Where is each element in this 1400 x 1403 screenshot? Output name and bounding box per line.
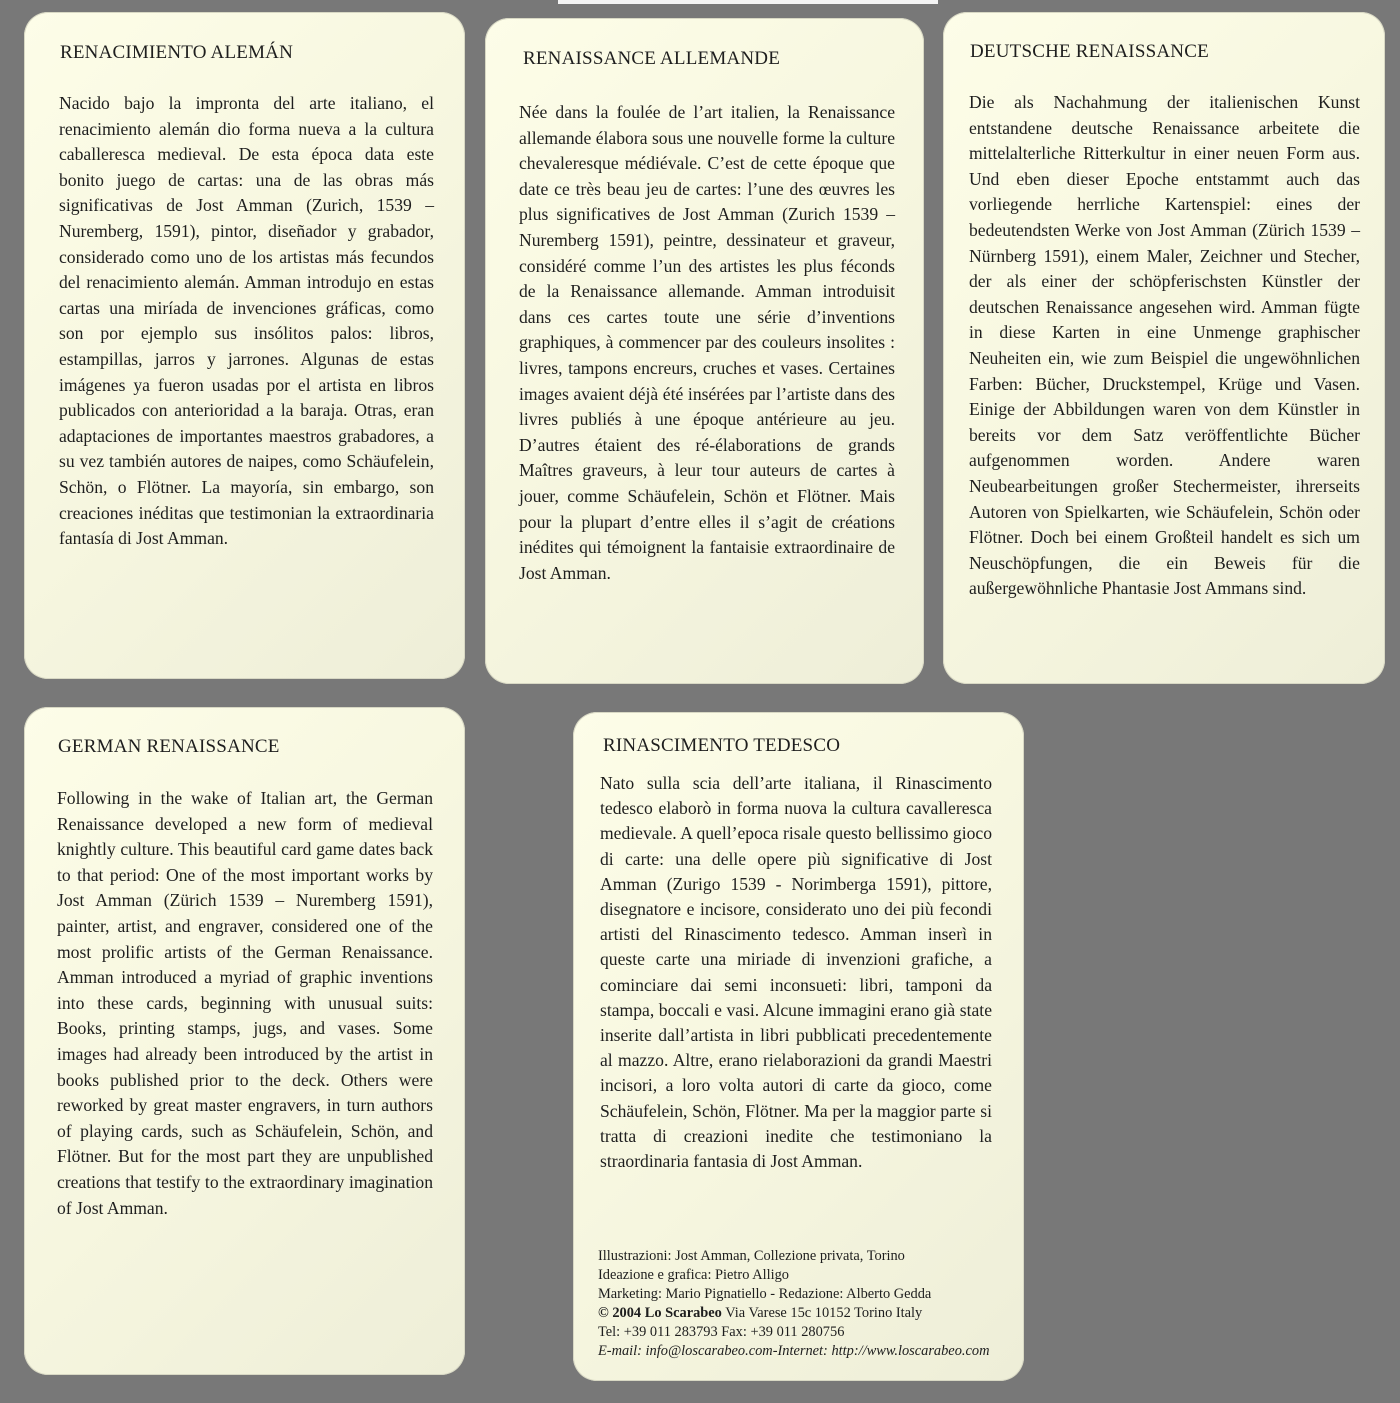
card-german: [943, 12, 1385, 684]
card-body-text: Nato sulla scia dell’arte italiana, il Rinascimento tedesco elaborò in forma nuova la cultura cavalleresca medievale. A quell’epoca risale questo bellissimo gioco di carte: una delle opere più significative di Jost Amman (Zurigo 1539 - Norimberga 1591), pittore, disegnatore e incisore, considerato uno dei più fecondi artisti del Rinascimento tedesco. Amman inserì in queste carte una miriade di invenzioni grafiche, a cominciare dai semi inconsueti: libri, tamponi da stampa, boccali e vasi. Alcune immagini erano già state inserite dall’artista in libri pubblicati precedentemente al mazzo. Altre, erano rielaborazioni da grandi Maestri incisori, a loro volta autori di carte da gioco, come Schäufelein, Schön, Flötner. Ma per la maggior parte si tratta di creazioni inedite che testimoniano la straordinaria fantasia di Jost Amman.: [600, 773, 992, 1172]
credits: [598, 1247, 989, 1361]
card-french: [485, 18, 924, 684]
card-english: [24, 707, 465, 1375]
card-title: RENACIMIENTO ALEMÁN: [60, 42, 294, 63]
card-body-text: Nacido bajo la impronta del arte italiano, el renacimiento alemán dio forma nueva a la cultura caballeresca medieval. De esta época data este bonito juego de cartas: una de las obras más significativas de Jost Amman (Zurich, 1539 – Nuremberg, 1591), pintor, diseñador y grabador, considerado como uno de los artistas más fecundos del renacimiento alemán. Amman introdujo en estas cartas una miríada de invenciones gráficas, como son por ejemplo sus insólitos palos: libros, estampillas, jarros y jarrones. Algunas de estas imágenes ya fueron usadas por el artista en libros publicados con anterioridad a la baraja. Otras, eran adaptaciones de importantes maestros grabadores, a su vez también autores de naipes, como Schäufelein, Schön, o Flötner. La mayoría, sin embargo, son creaciones inéditas que testimonian la extraordinaria fantasía di Jost Amman.: [59, 93, 434, 549]
card-title: GERMAN RENAISSANCE: [58, 736, 280, 757]
credit-copyright: © 2004 Lo Scarabeo: [598, 1305, 722, 1321]
card-body: [519, 100, 895, 586]
credit-illustrations: Illustrazioni: Jost Amman, Collezione privata, Torino: [598, 1248, 905, 1264]
card-body-text: Following in the wake of Italian art, the German Renaissance developed a new form of medieval knightly culture. This beautiful card game dates back to that period: One of the most important works by Jost Amman (Zürich 1539 – Nuremberg 1591), painter, artist, and engraver, considered one of the most prolific artists of the German Renaissance. Amman introduced a myriad of graphic inventions into these cards, beginning with unusual suits: Books, printing stamps, jugs, and vases. Some images had already been introduced by the artist in books published prior to the deck. Others were reworked by great master engravers, in turn authors of playing cards, such as Schäufelein, Schön, and Flötner. But for the most part they are unpublished creations that testify to the extraordinary imagination of Jost Amman.: [57, 788, 433, 1218]
card-body: [57, 786, 433, 1221]
card-italian: [573, 712, 1024, 1381]
card-body: [600, 771, 992, 1174]
card-body-text: Née dans la foulée de l’art italien, la Renaissance allemande élabora sous une nouvelle forme la culture chevaleresque médiévale. C’est de cette époque que date ce très beau jeu de cartes: l’une des œuvres les plus significatives de Jost Amman (Zurich 1539 – Nuremberg 1591), peintre, dessinateur et graveur, considéré comme l’un des artistes les plus féconds de la Renaissance allemande. Amman introduisit dans ces cartes toute une série d’inventions graphiques, à commencer par des couleurs insolites : livres, tampons encreurs, cruches et vases. Certaines images avaient déjà été insérées par l’artiste dans des livres publiés à une époque antérieure au jeu. D’autres étaient des ré-élaborations de grands Maîtres graveurs, à leur tour auteurs de cartes à jouer, comme Schäufelein, Schön et Flötner. Mais pour la plupart d’entre elles il s’agit de créations inédites qui témoignent la fantaisie extraordinaire de Jost Amman.: [519, 102, 895, 583]
card-body-text: Die als Nachahmung der italienischen Kunst entstandene deutsche Renaissance arbeitete die mittelalterliche Ritterkultur in einer neuen Form aus. Und eben dieser Epoche entstammt auch das vorliegende herrliche Kartenspiel: eines der bedeutendsten Werke von Jost Amman (Zürich 1539 – Nürnberg 1591), einem Maler, Zeichner und Stecher, der als einer der schöpferischsten Künstler der deutschen Renaissance angesehen wird. Amman fügte in diese Karten in eine Unmenge graphischer Neuheiten ein, wie zum Beispiel die ungewöhnlichen Farben: Bücher, Druckstempel, Krüge und Vasen. Einige der Abbildungen waren von dem Künstler in bereits vor dem Satz veröffentlichte Bücher aufgenommen worden. Andere waren Neubearbeitungen großer Stechermeister, ihrerseits Autoren von Spielkarten, wie Schäufelein, Schön oder Flötner. Doch bei einem Großteil handelt es sich um Neuschöpfungen, die ein Beweis für die außergewöhnliche Phantasie Jost Ammans sind.: [969, 92, 1360, 599]
card-spanish: [24, 12, 465, 679]
card-title: RENAISSANCE ALLEMANDE: [523, 48, 781, 69]
card-body: [969, 90, 1360, 602]
credit-concept: Ideazione e grafica: Pietro Alligo: [598, 1267, 789, 1283]
credit-phone: Tel: +39 011 283793 Fax: +39 011 280756: [598, 1324, 845, 1340]
credit-publisher: [598, 1304, 989, 1323]
credit-marketing: Marketing: Mario Pignatiello - Redazione: Alberto Gedda: [598, 1286, 932, 1302]
top-edge-strip: [558, 0, 938, 4]
card-title: RINASCIMENTO TEDESCO: [603, 735, 841, 756]
card-title: DEUTSCHE RENAISSANCE: [970, 41, 1209, 62]
credit-address: Via Varese 15c 10152 Torino Italy: [725, 1305, 923, 1321]
card-body: [59, 91, 434, 552]
credit-web: E-mail: info@loscarabeo.com-Internet: http://www.loscarabeo.com: [598, 1343, 990, 1359]
